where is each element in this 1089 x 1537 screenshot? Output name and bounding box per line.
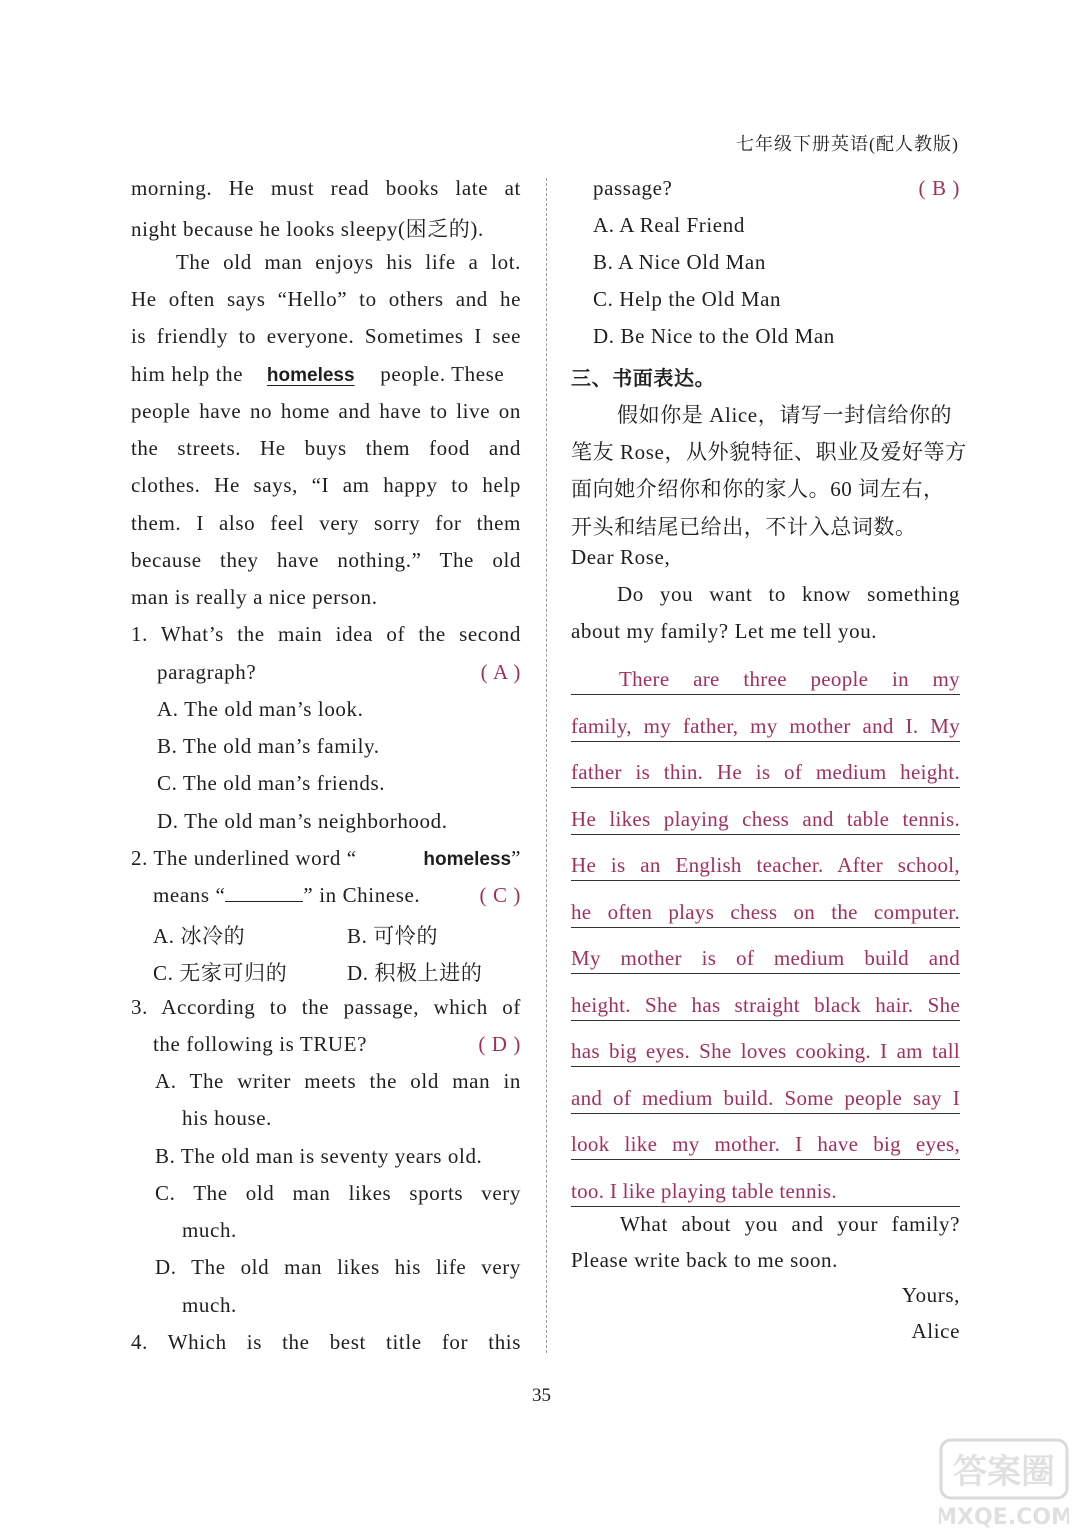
option: C. Help the Old Man (593, 287, 782, 311)
instruction-line: 面向她介绍你和你的家人。60 词左右， (571, 477, 945, 501)
essay-line: He likes playing chess and table tennis. (571, 804, 960, 835)
passage-text: people. These (380, 362, 505, 386)
option: C. 无家可归的 (153, 961, 288, 985)
question-3-answer: ( D ) (478, 1032, 521, 1056)
question-2-text: ” in Chinese. (303, 883, 421, 907)
essay-line: father is thin. He is of medium height. (571, 757, 960, 788)
essay-line: has big eyes. She loves cooking. I am tall (571, 1036, 960, 1067)
passage-text: him help the (131, 362, 244, 386)
essay-line: My mother is of medium build and (571, 943, 960, 974)
page-header: 七年级下册英语(配人教版) (736, 134, 959, 154)
option: B. The old man is seventy years old. (155, 1144, 483, 1168)
passage-line: The old man enjoys his life a lot. (176, 250, 521, 274)
letter-opening: about my family? Let me tell you. (571, 619, 878, 643)
passage-line: He often says “Hello” to others and he (131, 287, 521, 311)
question-3-stem: 3. According to the passage, which of (131, 995, 521, 1019)
quoted-word: homeless (423, 849, 512, 870)
question-4-stem: passage? (593, 176, 673, 200)
question-3-stem: the following is TRUE? (153, 1032, 368, 1056)
svg-text:MXQE.COM: MXQE.COM (939, 1505, 1069, 1530)
watermark-icon (939, 1436, 1069, 1532)
option: A. 冰冷的 (153, 924, 246, 948)
option: D. Be Nice to the Old Man (593, 324, 835, 348)
watermark-logo (939, 1436, 1069, 1532)
letter-closing: Please write back to me soon. (571, 1248, 839, 1272)
letter-signoff: Yours, (901, 1283, 960, 1307)
passage-line: people have no home and have to live on (131, 399, 521, 423)
option: B. The old man’s family. (157, 734, 380, 758)
quote-mark: ” (511, 846, 521, 870)
passage-line: the streets. He buys them food and (131, 436, 521, 460)
letter-signature: Alice (911, 1319, 960, 1343)
letter-greeting: Dear Rose, (571, 545, 671, 569)
essay-line: He is an English teacher. After school, (571, 850, 960, 881)
section-title: 三、书面表达。 (571, 366, 716, 390)
passage-line: clothes. He says, “I am happy to help (131, 473, 521, 497)
essay-line: family, my father, my mother and I. My (571, 711, 960, 742)
answer-blank (225, 883, 303, 902)
passage-line: them. I also feel very sorry for them (131, 511, 521, 535)
passage-line: man is really a nice person. (131, 585, 378, 609)
option: A. The old man’s look. (157, 697, 364, 721)
instruction-line: 假如你是 Alice，请写一封信给你的 (617, 403, 953, 427)
instruction-line: 开头和结尾已给出，不计入总词数。 (571, 515, 917, 539)
option: C. The old man’s friends. (157, 771, 386, 795)
passage-line: night because he looks sleepy(困乏的). (131, 217, 484, 241)
page-number: 35 (532, 1385, 551, 1406)
option: D. The old man’s neighborhood. (157, 809, 448, 833)
question-2-text: 2. The underlined word “ (131, 846, 357, 870)
essay-line: and of medium build. Some people say I (571, 1083, 960, 1114)
passage-line: is friendly to everyone. Sometimes I see (131, 324, 521, 348)
passage-line: because they have nothing.” The old (131, 548, 521, 572)
question-4-stem: 4. Which is the best title for this (131, 1330, 521, 1354)
essay-line: he often plays chess on the computer. (571, 897, 960, 928)
letter-opening: Do you want to know something (617, 582, 960, 606)
option: B. 可怜的 (347, 924, 439, 948)
option: A. A Real Friend (593, 213, 745, 237)
option: C. The old man likes sports very (155, 1181, 521, 1205)
essay-line: There are three people in my (571, 664, 960, 695)
option: his house. (182, 1106, 272, 1130)
essay-line: too. I like playing table tennis. (571, 1176, 960, 1207)
option: D. 积极上进的 (347, 961, 483, 985)
underlined-word: homeless (266, 365, 355, 386)
question-4-answer: ( B ) (918, 176, 960, 200)
question-2-text: means “ (153, 883, 226, 907)
passage-line: morning. He must read books late at (131, 176, 521, 200)
instruction-line: 笔友 Rose，从外貌特征、职业及爱好等方 (571, 440, 967, 464)
letter-closing: What about you and your family? (620, 1212, 960, 1236)
passage-line (131, 362, 521, 387)
question-2-stem (153, 883, 420, 908)
column-divider (546, 178, 547, 1353)
essay-line: height. She has straight black hair. She (571, 990, 960, 1021)
essay-line: look like my mother. I have big eyes, (571, 1129, 960, 1160)
question-1-answer: ( A ) (480, 660, 521, 684)
option: B. A Nice Old Man (593, 250, 766, 274)
option: much. (182, 1293, 237, 1317)
question-2-answer: ( C ) (479, 883, 521, 907)
question-1-stem: paragraph? (157, 660, 257, 684)
option: A. The writer meets the old man in (155, 1069, 521, 1093)
option: much. (182, 1218, 237, 1242)
question-2-stem (131, 846, 521, 871)
option: D. The old man likes his life very (155, 1255, 521, 1279)
svg-text:答案圈: 答案圈 (953, 1452, 1055, 1492)
question-1-stem: 1. What’s the main idea of the second (131, 622, 521, 646)
